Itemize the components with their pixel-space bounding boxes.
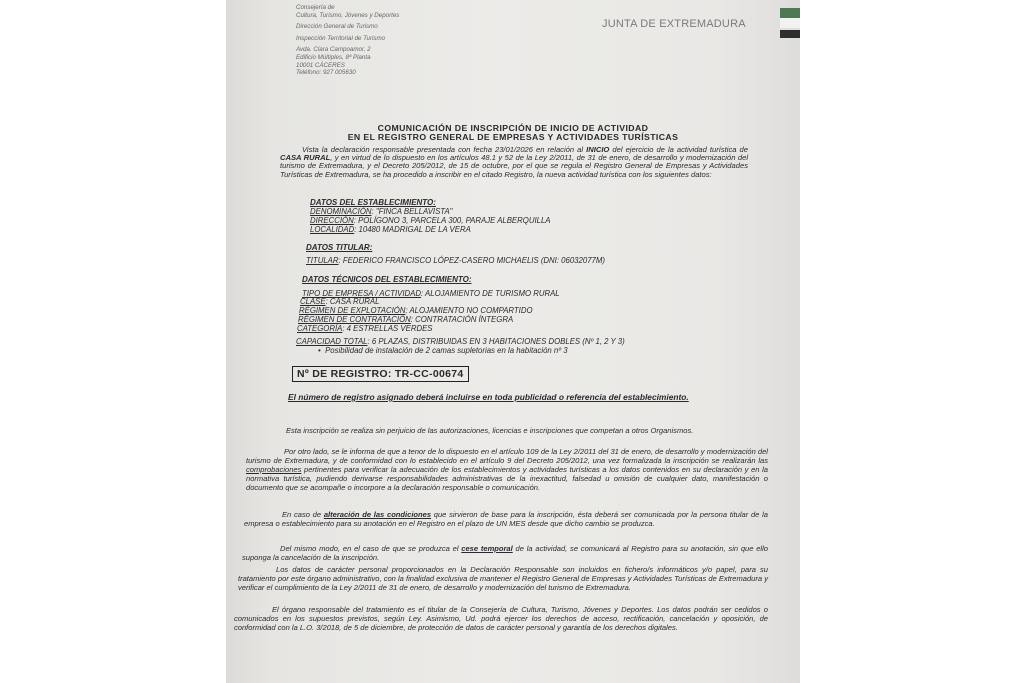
titular-value: : FEDERICO FRANCISCO LÓPEZ-CASERO MICHAELIS (DNI: 06032077M): [338, 256, 605, 265]
explotacion-value: : ALOJAMIENTO NO COMPARTIDO: [405, 306, 533, 315]
paragraph-datos-personales: Los datos de carácter personal proporcionados en la Declaración Responsable son incluidos en fichero/s informáticos y/o papel, para su tratamiento por este órgano administrativo, con la finalidad exclusiva de mantener el Registro General de Empresas y Actividades Turísticas de Extremadura y verificar el cumplimiento de la Ley 2/2011 de 31 de enero, de desarrollo y modernización del turismo de Extremadura.: [238, 565, 768, 592]
registro-number-box: Nº DE REGISTRO: TR-CC-00674: [292, 366, 469, 382]
titular-heading: DATOS TITULAR:: [306, 243, 373, 252]
categoria-value: : 4 ESTRELLAS VERDES: [342, 324, 433, 333]
document-title-line-1: COMUNICACIÓN DE INSCRIPCIÓN DE INICIO DE ACTIVIDAD: [377, 123, 649, 133]
denominacion-value: : "FINCA BELLAVISTA": [371, 207, 453, 216]
paragraph-comprobaciones: [246, 448, 768, 493]
contratacion-value: : CONTRATACIÓN ÍNTEGRA: [410, 315, 514, 324]
intro-text-1: Vista la declaración responsable presentada con fecha 23/01/2026 en relación al: [302, 145, 587, 154]
consejeria-line-1: Consejería de: [296, 4, 335, 11]
registro-note: El número de registro asignado deberá incluirse en toda publicidad o referencia del establecimiento.: [288, 392, 689, 402]
address-line-2: Edificio Múltiples, 8ª Planta: [296, 53, 371, 61]
direccion-label: DIRECCIÓN: [310, 216, 354, 225]
p3-alteracion: alteración de las condiciones: [323, 510, 432, 519]
supletorias-text: Posibilidad de instalación de 2 camas supletorias en la habitación nº 3: [325, 346, 568, 355]
localidad-label: LOCALIDAD: [310, 225, 355, 234]
explotacion-label: RÉGIMEN DE EXPLOTACIÓN: [299, 306, 406, 315]
categoria-row: [297, 325, 432, 334]
paragraph-organo-responsable: El órgano responsable del tratamiento es el titular de la Consejería de Cultura, Turismo, Jóvenes y Deportes. Los datos podrán ser cedidos o comunicados en los supuestos previstos, según Ley. Asimismo, Ud. podrá ejercer los derechos de acceso, rectificación, cancelación y oposición, de conformidad con la L.O. 3/2018, de 5 de diciembre, de protección de datos de carácter personal y garantía de los derechos digitales.: [234, 605, 768, 632]
direccion-value: : POLÍGONO 3, PARCELA 300, PARAJE ALBERQUILLA: [353, 216, 551, 225]
junta-logo-text: JUNTA DE EXTREMADURA: [602, 18, 746, 30]
address-line-3: 10001 CÁCERES: [296, 61, 345, 69]
p2-text-b: pertinentes para verificar la adecuación de los establecimientos y actividades turísticas a los datos contenidos en su declaración y en la normativa turística, pudiendo derivarse responsabilidades administrativas de la inexactitud, falsedad u omisión de cualquier dato, manifestación o documento que se acompañe o incorpore a la declaración responsable o comunicación.: [246, 464, 768, 492]
clase-value: : CASA RURAL: [325, 297, 380, 306]
capacidad-value: : 6 PLAZAS, DISTRIBUIDAS EN 3 HABITACIONES DOBLES (Nº 1, 2 Y 3): [367, 337, 625, 346]
intro-casa-rural: CASA RURAL: [280, 153, 331, 163]
tipo-label: TIPO DE EMPRESA / ACTIVIDAD: [302, 289, 421, 298]
p4-text-a: Del mismo modo, en el caso de que se produzca el: [280, 544, 462, 553]
p2-comprobaciones: comprobaciones: [246, 464, 302, 474]
tipo-value: : ALOJAMIENTO DE TURISMO RURAL: [421, 289, 560, 298]
consejeria-line-2: Cultura, Turismo, Jóvenes y Deportes: [296, 11, 400, 19]
intro-text-2: del ejercicio de la actividad turística de: [609, 145, 748, 154]
capacidad-label: CAPACIDAD TOTAL: [296, 337, 368, 346]
inspeccion-territorial: Inspección Territorial de Turismo: [296, 34, 386, 42]
localidad-row: [310, 226, 471, 235]
establecimiento-heading: DATOS DEL ESTABLECIMIENTO:: [310, 198, 436, 207]
flag-white-stripe: [780, 18, 800, 28]
document-title-line-2: EN EL REGISTRO GENERAL DE EMPRESAS Y ACTIVIDADES TURÍSTICAS: [347, 132, 679, 142]
intro-paragraph: [280, 146, 748, 179]
p4-cese-temporal: cese temporal: [461, 544, 513, 553]
address-line-4: Teléfono: 927 005630: [296, 69, 356, 77]
localidad-value: : 10480 MADRIGAL DE LA VERA: [354, 225, 471, 234]
bullet-icon: •: [318, 346, 326, 355]
p3-text-c: que sirvieron de base para la inscripción, ésta deberá ser comunicada por la persona titular de la empresa o establecimiento para su anotación en el Registro en el plazo de UN MES desde que dicho cambio se produzca.: [244, 510, 768, 528]
titular-label: TITULAR: [306, 256, 339, 265]
supletorias-bullet: [318, 347, 568, 356]
intro-text-3: , y en virtud de lo dispuesto en los artículos 48.1 y 52 de la Ley 2/2011, de 31 de enero, de desarrollo y modernización del turismo de Extremadura, y el Decreto 205/2012, de 15 de octubre, por el que se regula el Registro General de Empresas y Actividades Turísticas de Extremadura, se ha procedido a inscribir en el citado Registro, la nueva actividad turística con los siguientes datos:: [280, 153, 749, 179]
denominacion-label: DENOMINACIÓN: [310, 207, 372, 216]
letterhead: [296, 4, 399, 77]
categoria-label: CATEGORÍA: [297, 324, 343, 333]
flag-black-stripe: [780, 30, 800, 38]
paragraph-alteracion: [244, 511, 768, 529]
contratacion-label: RÉGIMEN DE CONTRATACIÓN: [298, 315, 411, 324]
p4-text-c: de la actividad, se comunicará al Registro para su anotación, sin que ello suponga la cancelación de la inscripción.: [242, 544, 768, 562]
intro-inicio: INICIO: [586, 145, 610, 154]
clase-label: CLASE: [300, 297, 326, 306]
flag-green-stripe: [780, 8, 800, 18]
paragraph-organismos: Esta inscripción se realiza sin perjuicio de las autorizaciones, licencias e inscripciones que competan a otros Organismos.: [286, 426, 694, 435]
titular-row: [306, 257, 605, 266]
paragraph-cese: [242, 545, 768, 563]
p2-text-a: Por otro lado, se le informa de que a tenor de lo dispuesto en el artículo 109 de la Ley 2/2011 del 31 de enero, de desarrollo y modernización del turismo de Extremadura, y de conformidad con lo establecido en el artículo 9 del Decreto 205/2012, una vez formalizada la inscripción se realizarán las: [246, 447, 768, 465]
address-line-1: Avda. Clara Campoamor, 2: [296, 46, 371, 54]
p3-text-a: En caso de: [282, 510, 324, 519]
tecnicos-heading: DATOS TÉCNICOS DEL ESTABLECIMIENTO:: [302, 275, 472, 284]
direccion-general: Dirección General de Turismo: [296, 23, 378, 31]
